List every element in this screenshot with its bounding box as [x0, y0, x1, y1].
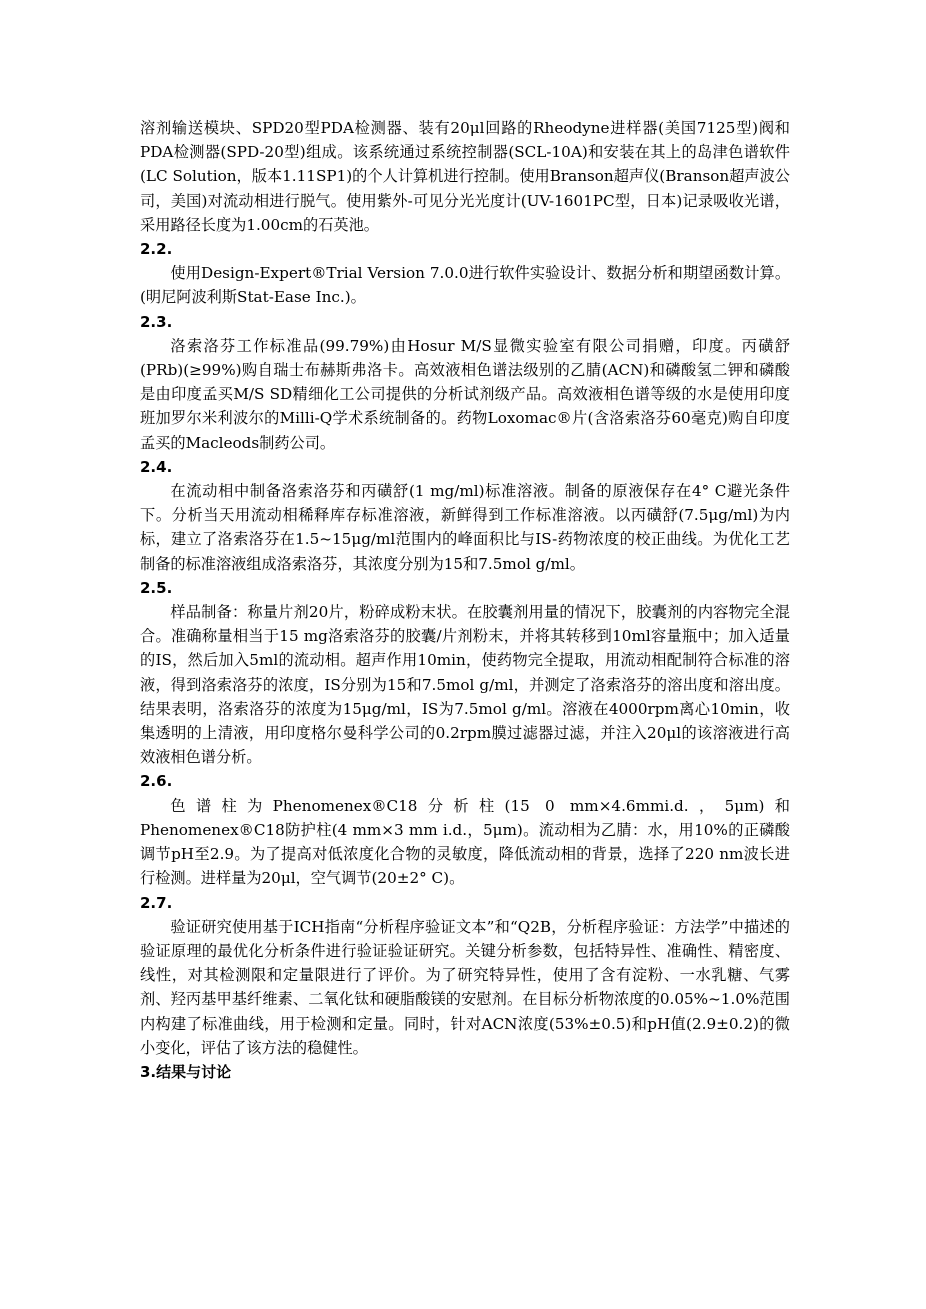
section-text-2-3: 洛索洛芬工作标准品(99.79%)由Hosur M/S显微实验室有限公司捐赠，印度。丙磺舒(PRb)(≥99%)购自瑞士布赫斯弗洛卡。高效液相色谱法级别的乙腈(ACN)和磷酸氢二钾和磷酸是由印度孟买M/S SD精细化工公司提供的分析试剂级产品。高效液相色谱等级的水是使用印度班加罗尔米利波尔的Milli-Q学术系统制备的。药物Loxomac®片(含洛索洛芬60毫克)购自印度孟买的Macleods制药公司。 [140, 336, 790, 452]
paragraph-intro: 溶剂输送模块、SPD20型PDA检测器、装有20μl回路的Rheodyne进样器(美国7125型)阀和PDA检测器(SPD-20型)组成。该系统通过系统控制器(SCL-10A)和安装在其上的岛津色谱软件(LC Solution，版本1.11SP1)的个人计算机进行控制。使用Branson超声仪(Branson超声波公司，美国)对流动相进行脱气。使用紫外-可见分光光度计(UV-1601PC型，日本)记录吸收光谱，采用路径长度为1.00cm的石英池。 [140, 119, 790, 234]
section-heading-2-6: 2.6. [140, 772, 173, 791]
section-text-2-7: 验证研究使用基于ICH指南“分析程序验证文本”和“Q2B，分析程序验证：方法学”中描述的验证原理的最优化分析条件进行验证验证研究。关键分析参数，包括特异性、准确性、精密度、线性，对其检测限和定量限进行了评价。为了研究特异性，使用了含有淀粉、一水乳糖、气雾剂、羟丙基甲基纤维素、二氧化钛和硬脂酸镁的安慰剂。在目标分析物浓度的0.05%~1.0%范围内构建了标准曲线，用于检测和定量。同时，针对ACN浓度(53%±0.5)和pH值(2.9±0.2)的微小变化，评估了该方法的稳健性。 [140, 917, 790, 1057]
section-text-2-6: 色谱柱为Phenomenex®C18分析柱(15 0 mm×4.6mmi.d.，5μm)和Phenomenex®C18防护柱(4 mm×3 mm i.d.，5μm)。流动相为乙腈：水，用10%的正磷酸调节pH至2.9。为了提高对低浓度化合物的灵敏度，降低流动相的背景，选择了220 nm波长进行检测。进样量为20μl，空气调节(20±2° C)。 [140, 796, 790, 888]
section-heading-2-3: 2.3. [140, 312, 173, 331]
document-page [140, 116, 790, 1084]
section-heading-2-7: 2.7. [140, 893, 173, 912]
section-heading-2-4: 2.4. [140, 457, 173, 476]
section-heading-2-2: 2.2. [140, 240, 173, 259]
section-text-2-5: 样品制备：称量片剂20片，粉碎成粉末状。在胶囊剂用量的情况下，胶囊剂的内容物完全混合。准确称量相当于15 mg洛索洛芬的胶囊/片剂粉末，并将其转移到10ml容量瓶中；加入适量的IS，然后加入5ml的流动相。超声作用10min，使药物完全提取，用流动相配制符合标准的溶液，得到洛索洛芬的浓度，IS分别为15和7.5mol g/ml，并测定了洛索洛芬的溶出度和溶出度。结果表明，洛索洛芬的浓度为15μg/ml，IS为7.5mol g/ml。溶液在4000rpm离心10min，收集透明的上清液，用印度格尔曼科学公司的0.2rpm膜过滤器过滤，并注入20μl的该溶液进行高效液相色谱分析。 [140, 603, 790, 767]
section-text-2-2: 使用Design-Expert®Trial Version 7.0.0进行软件实验设计、数据分析和期望函数计算。(明尼阿波利斯Stat-Ease Inc.)。 [140, 264, 790, 307]
section-heading-2-5: 2.5. [140, 578, 173, 597]
section-heading-results: 3.结果与讨论 [140, 1062, 232, 1081]
section-text-2-4: 在流动相中制备洛索洛芬和丙磺舒(1 mg/ml)标准溶液。制备的原液保存在4° C避光条件下。分析当天用流动相稀释库存标准溶液，新鲜得到工作标准溶液。以丙磺舒(7.5μg/ml)为内标，建立了洛索洛芬在1.5~15μg/ml范围内的峰面积比与IS-药物浓度的校正曲线。为优化工艺制备的标准溶液组成洛索洛芬，其浓度分别为15和7.5mol g/ml。 [140, 482, 790, 573]
